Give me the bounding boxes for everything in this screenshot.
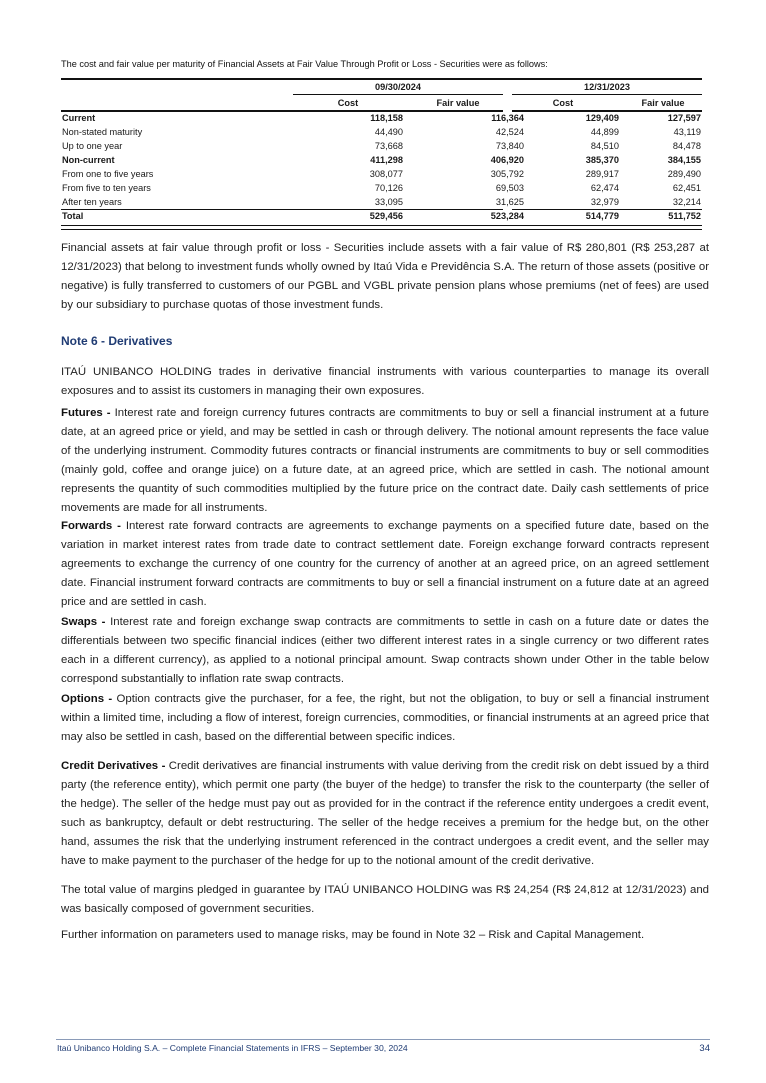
cell-value: 84,478: [672, 141, 701, 151]
row-label: Current: [62, 113, 96, 123]
cell-value: 129,409: [585, 113, 619, 123]
cell-value: 43,119: [673, 127, 701, 137]
column-header: Cost: [337, 98, 359, 108]
section-text: Credit derivatives are financial instruments with value deriving from the credit risk on debt issued by a third party (the reference entity), which permit one party (the buyer of the hedge) to transfer the risk to the counterparty (the seller of the hedge). The seller of the hedge must pay out as provided for in the contract if the reference entity undergoes a credit event, such as bankruptcy, default or debt restructuring. The seller of the hedge receives a premium for the hedge but, on the other hand, assumes the risk that the underlying instrument referenced in the contract undergoes a credit event, and the seller may have to make payment to the purchaser of the hedge for up to the notional amount of the credit derivative.: [61, 760, 709, 867]
column-header: Fair value: [641, 98, 685, 108]
section-text: Interest rate and foreign exchange swap contracts are commitments to settle in cash on a future date or dates the differentials between two specific financial indices (either two different interest rates in a single currency or two different rates each in a different currency), as applied to a notional principal amount. Swap contracts shown under Other in the table below correspond substantially to inflation rate swap contracts.: [61, 616, 709, 685]
cell-value: 308,077: [369, 169, 403, 179]
cell-value: 116,364: [491, 113, 524, 123]
cell-value: 289,917: [585, 169, 619, 179]
cell-value: 33,095: [374, 197, 403, 207]
section-credit-derivatives: [61, 757, 709, 871]
section-term: Swaps -: [61, 616, 106, 628]
period-header: 12/31/2023: [584, 82, 630, 92]
table-row: [61, 139, 702, 153]
row-label: Non-current: [62, 155, 115, 165]
section-term: Credit Derivatives -: [61, 760, 166, 772]
table-row: [61, 181, 702, 195]
cell-value: 69,503: [495, 183, 524, 193]
cell-value: 31,625: [495, 197, 524, 207]
fvtpl-paragraph: Financial assets at fair value through profit or loss - Securities include assets with a fair value of R$ 280,801 (R$ 253,287 at 12/31/2023) that belong to investment funds wholly owned by Itaú Vida e Previdência S.A. The return of those assets (positive or negative) is fully transferred to customers of our PGBL and VGBL private pension plans whose premiums (net of fees) are used by our subsidiary to purchase quotas of those investment funds.: [61, 242, 709, 311]
cell-value: 305,792: [490, 169, 524, 179]
note-intro: ITAÚ UNIBANCO HOLDING trades in derivative financial instruments with various counterparties to manage its overall exposures and to assist its customers in managing their own exposures.: [61, 366, 709, 397]
cell-value: 70,126: [374, 183, 403, 193]
cell-value: 62,451: [672, 183, 701, 193]
cell-value: 289,490: [667, 169, 701, 179]
cell-value: 523,284: [490, 211, 524, 221]
cell-value: 118,158: [370, 113, 403, 123]
section-term: Futures -: [61, 407, 111, 419]
column-header-row: [61, 95, 702, 111]
table-row: [61, 209, 702, 224]
table-bottom-rule: [61, 225, 702, 230]
table-row: [61, 153, 702, 167]
cell-value: 406,920: [490, 155, 524, 165]
cell-value: 514,779: [585, 211, 619, 221]
cell-value: 411,298: [370, 155, 403, 165]
table-intro: The cost and fair value per maturity of Financial Assets at Fair Value Through Profit or Loss - Securities were as follows:: [61, 59, 548, 69]
section-term: Options -: [61, 693, 113, 705]
row-label: From one to five years: [62, 169, 154, 179]
cell-value: 127,597: [667, 113, 701, 123]
page-number: 34: [699, 1043, 710, 1054]
period-header: 09/30/2024: [375, 82, 421, 92]
cell-value: 32,979: [590, 197, 619, 207]
row-label: Non-stated maturity: [62, 127, 143, 137]
section-swaps: [61, 613, 709, 689]
section-term: Forwards -: [61, 520, 121, 532]
table-body: [61, 111, 702, 230]
row-label: After ten years: [62, 197, 122, 207]
cell-value: 73,668: [374, 141, 403, 151]
maturity-table: [61, 78, 702, 230]
table-row: [61, 167, 702, 181]
cell-value: 511,752: [668, 211, 701, 221]
total-rule: [61, 209, 503, 210]
section-text: Interest rate and foreign currency futures contracts are commitments to buy or sell a financial instrument at a future date, at an agreed price or yield, and may be settled in cash or through delivery. The notional amount represents the face value of the underlying instrument. Commodity futures contracts or financial instruments are commitments to buy or sell commodities (mainly gold, coffee and orange juice) on a future date, at an agreed price, which are settled in cash. The notional amount represents the quantity of such commodities multiplied by the future price on the contract date. Daily cash settlements of price movements are made for all instruments.: [61, 407, 709, 514]
cell-value: 32,214: [672, 197, 701, 207]
row-label: Total: [62, 211, 84, 221]
section-options: [61, 690, 709, 747]
footer-text: Itaú Unibanco Holding S.A. – Complete Financial Statements in IFRS – September 30, 2024: [57, 1043, 408, 1053]
table-row: [61, 111, 702, 125]
margins-paragraph: The total value of margins pledged in guarantee by ITAÚ UNIBANCO HOLDING was R$ 24,254 (R$ 24,812 at 12/31/2023) and was basically composed of government securities.: [61, 884, 709, 915]
section-text: Interest rate forward contracts are agreements to exchange payments on a specified future date, based on the variation in market interest rates from trade date to contract settlement date. Foreign exchange forward contracts represent agreements to exchange the currency of one country for the currency of another at an agreed price, on an agreed settlement date. Financial instrument forward contracts are commitments to buy or sell a financial instrument on a future date at an agreed price and are settled in cash.: [61, 520, 709, 608]
period-header-row: [61, 80, 702, 95]
cell-value: 62,474: [590, 183, 619, 193]
section-forwards: [61, 517, 709, 612]
cell-value: 73,840: [495, 141, 524, 151]
section-futures: [61, 404, 709, 518]
cell-value: 44,899: [590, 127, 619, 137]
row-label: From five to ten years: [62, 183, 151, 193]
cell-value: 84,510: [590, 141, 619, 151]
cell-value: 384,155: [667, 155, 701, 165]
footer-divider: [56, 1039, 710, 1040]
column-header: Fair value: [436, 98, 480, 108]
cell-value: 385,370: [585, 155, 619, 165]
cell-value: 529,456: [369, 211, 403, 221]
table-row: [61, 125, 702, 139]
column-header: Cost: [552, 98, 574, 108]
total-rule: [512, 209, 702, 210]
row-label: Up to one year: [62, 141, 123, 151]
table-row: [61, 195, 702, 209]
note-title: Note 6 - Derivatives: [61, 334, 173, 348]
further-info-paragraph: Further information on parameters used to manage risks, may be found in Note 32 – Risk and Capital Management.: [61, 929, 645, 941]
cell-value: 42,524: [495, 127, 524, 137]
cell-value: 44,490: [374, 127, 403, 137]
section-text: Option contracts give the purchaser, for a fee, the right, but not the obligation, to buy or sell a financial instrument within a limited time, including a flow of interest, foreign currencies, commodities, or financial instruments at an agreed price that may also be settled in cash, based on the differential between specific indices.: [61, 693, 710, 743]
